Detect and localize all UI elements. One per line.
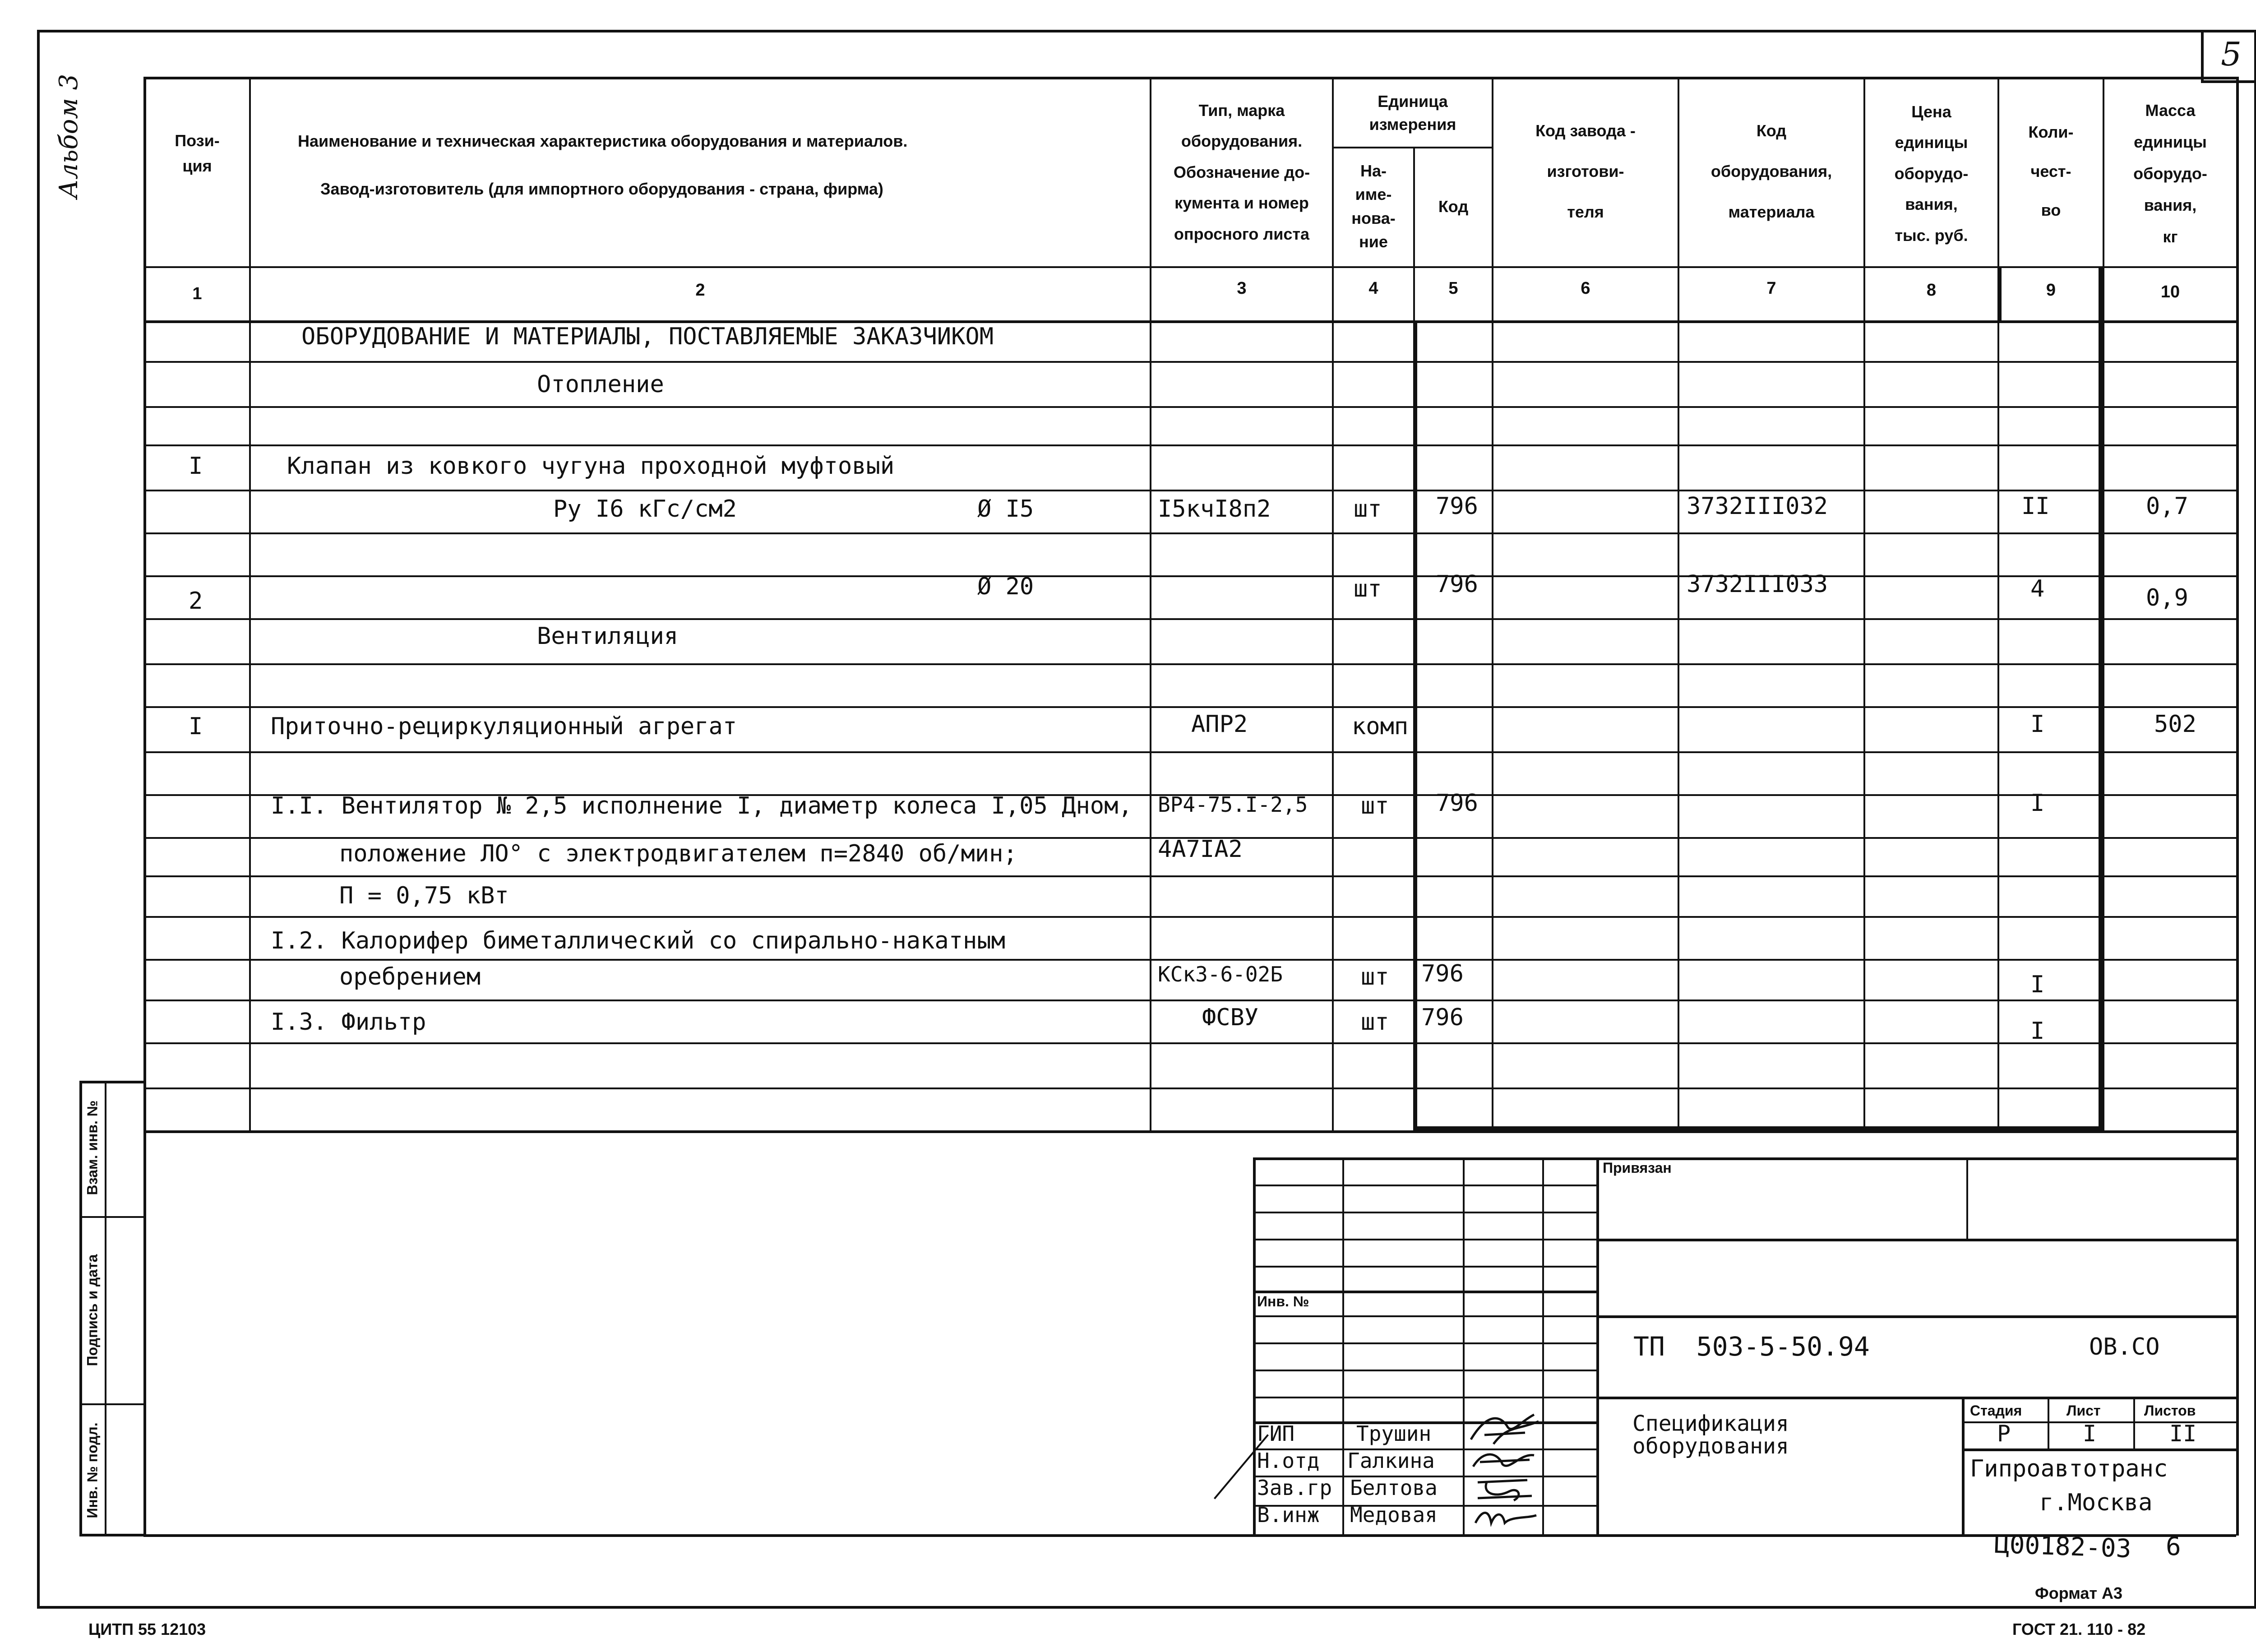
name-dept-head: Галкина <box>1347 1448 1435 1473</box>
header-unit-name: На- име- нова- ние <box>1351 162 1396 251</box>
col-number-4: 4 <box>1368 279 1378 298</box>
row-quantity: I <box>2030 971 2045 998</box>
col-number-1: 1 <box>192 284 202 303</box>
row-name: I.3. Фильтр <box>271 1009 426 1036</box>
col-number-10: 10 <box>2160 282 2180 301</box>
col-number-6: 6 <box>1581 279 1590 298</box>
footer-right: ГОСТ 21. 110 - 82 <box>2012 1620 2146 1638</box>
stage-value: Р <box>1997 1421 2011 1447</box>
role-dept-head: Н.отд <box>1257 1448 1320 1473</box>
row-position: I <box>189 453 203 480</box>
section-ventilation: Вентиляция <box>537 623 679 650</box>
row-unit: шт <box>1361 792 1389 819</box>
title-block-linked: Привязан <box>1603 1160 1672 1176</box>
header-mass: Масса единицы оборудо- вания, кг <box>2133 101 2207 246</box>
row-name: положение ЛО° с электродвигателем п=2840 об/мин; <box>339 840 1017 867</box>
row-type: АПР2 <box>1191 711 1248 738</box>
col-number-7: 7 <box>1766 279 1776 298</box>
sheet-label: Лист <box>2066 1402 2101 1419</box>
header-quantity: Коли- чест- во <box>2028 123 2074 220</box>
row-quantity: I <box>2030 1018 2045 1045</box>
row-type: I5кчI8п2 <box>1158 495 1271 523</box>
header-unit: Единица измерения <box>1369 92 1456 134</box>
col-number-8: 8 <box>1926 281 1937 300</box>
organization: Гипроавтотранс <box>1970 1455 2168 1482</box>
row-unit: шт <box>1354 495 1382 523</box>
row-unit: шт <box>1361 1009 1389 1036</box>
row-unit: шт <box>1361 963 1389 990</box>
name-chief-engineer: Трушин <box>1356 1421 1432 1446</box>
side-stamp-original-inv: Инв. № подл. <box>84 1422 101 1518</box>
row-mass: 0,7 <box>2146 493 2188 520</box>
row-unit-code: 796 <box>1421 960 1464 987</box>
row-equipment-code: 3732III033 <box>1687 571 1828 598</box>
footer-left: ЦИТП 55 12103 <box>88 1620 206 1638</box>
row-type: ВР4-75.I-2,5 <box>1158 792 1308 817</box>
row-type: КСк3-6-02Б <box>1158 962 1283 986</box>
row-name: I.I. Вентилятор № 2,5 исполнение I, диаметр колеса I,05 Дном, <box>271 792 1133 819</box>
row-mass: 0,9 <box>2146 584 2188 611</box>
header-price: Цена единицы оборудо- вания, тыс. руб. <box>1894 102 1969 245</box>
document-title: Спецификация оборудования <box>1632 1411 1789 1459</box>
signature-4 <box>1469 1503 1541 1530</box>
header-type: Тип, марка оборудования. Обозначение до- кумента и номер опросного листа <box>1173 101 1310 243</box>
role-group-head: Зав.гр <box>1257 1476 1332 1500</box>
signature-1 <box>1466 1408 1543 1448</box>
row-unit-code: 796 <box>1436 790 1478 817</box>
col-number-5: 5 <box>1448 279 1458 298</box>
document-code: ТП 503-5-50.94 <box>1633 1331 1870 1362</box>
title-block-inv-no: Инв. № <box>1257 1293 1309 1310</box>
sheets-total-value: II <box>2169 1421 2197 1447</box>
section-heating: Отопление <box>537 371 664 398</box>
name-lead-engineer: Медовая <box>1350 1503 1438 1527</box>
header-factory-code: Код завода - изготови- теля <box>1535 121 1636 221</box>
row-name: П = 0,75 кВт <box>339 882 509 909</box>
row-unit-code: 796 <box>1436 493 1478 520</box>
stamp-sheet: 6 <box>2166 1532 2181 1561</box>
col-number-3: 3 <box>1237 279 1247 298</box>
row-name: Ру I6 кГс/см2 <box>553 495 737 523</box>
stamp-number: Ц00182-03 <box>1993 1529 2132 1564</box>
city: г.Москва <box>2039 1489 2153 1516</box>
row-name: Приточно-рециркуляционный агрегат <box>271 713 737 740</box>
page-number: 5 <box>2221 35 2242 73</box>
row-equipment-code: 3732III032 <box>1687 493 1828 520</box>
row-position: I <box>189 713 203 740</box>
stage-label: Стадия <box>1970 1402 2022 1419</box>
row-name: Клапан из ковкого чугуна проходной муфтовый <box>287 453 895 480</box>
format-label: Формат А3 <box>2035 1584 2123 1602</box>
row-unit-code: 796 <box>1436 571 1478 598</box>
header-position: Пози- ция <box>175 131 220 175</box>
header-unit-code: Код <box>1438 197 1469 216</box>
header-name-line1: Наименование и техническая характеристика оборудования и материалов. <box>298 132 908 150</box>
row-position: 2 <box>189 588 203 615</box>
row-type: 4А7IА2 <box>1158 836 1243 863</box>
row-diameter: Ø 20 <box>977 573 1034 600</box>
row-unit: шт <box>1354 575 1382 602</box>
row-quantity: 4 <box>2030 575 2045 602</box>
side-stamp-signature-date: Подпись и дата <box>84 1254 101 1366</box>
signature-2 <box>1466 1444 1543 1476</box>
row-mass: 502 <box>2154 711 2196 738</box>
row-diameter: Ø I5 <box>977 495 1034 523</box>
document-mark: ОВ.СО <box>2089 1333 2160 1360</box>
name-group-head: Белтова <box>1350 1476 1438 1500</box>
row-unit-code: 796 <box>1421 1004 1464 1031</box>
row-quantity: II <box>2021 493 2050 520</box>
side-stamp-replaced-inv: Взам. инв. № <box>84 1100 101 1195</box>
role-chief-engineer: ГИП <box>1257 1421 1295 1446</box>
row-type: ФСВУ <box>1202 1004 1259 1031</box>
album-label: Альбом 3 <box>54 74 83 199</box>
row-name: оребрением <box>339 963 481 990</box>
role-lead-engineer: В.инж <box>1257 1503 1320 1527</box>
col-number-2: 2 <box>695 281 705 300</box>
row-name: I.2. Калорифер биметаллический со спирально-накатным <box>271 927 1005 954</box>
row-unit: комп <box>1352 713 1409 740</box>
row-quantity: I <box>2030 711 2045 738</box>
col-number-9: 9 <box>2046 281 2056 300</box>
header-name-line2: Завод-изготовитель (для импортного оборудования - страна, фирма) <box>320 180 883 198</box>
section-title-customer: ОБОРУДОВАНИЕ И МАТЕРИАЛЫ, ПОСТАВЛЯЕМЫЕ ЗАКАЗЧИКОМ <box>301 323 994 350</box>
row-quantity: I <box>2030 790 2045 817</box>
sheets-total-label: Листов <box>2144 1402 2196 1419</box>
sheet-value: I <box>2083 1421 2097 1447</box>
signature-3 <box>1469 1473 1541 1505</box>
header-equipment-code: Код оборудования, материала <box>1710 121 1832 221</box>
